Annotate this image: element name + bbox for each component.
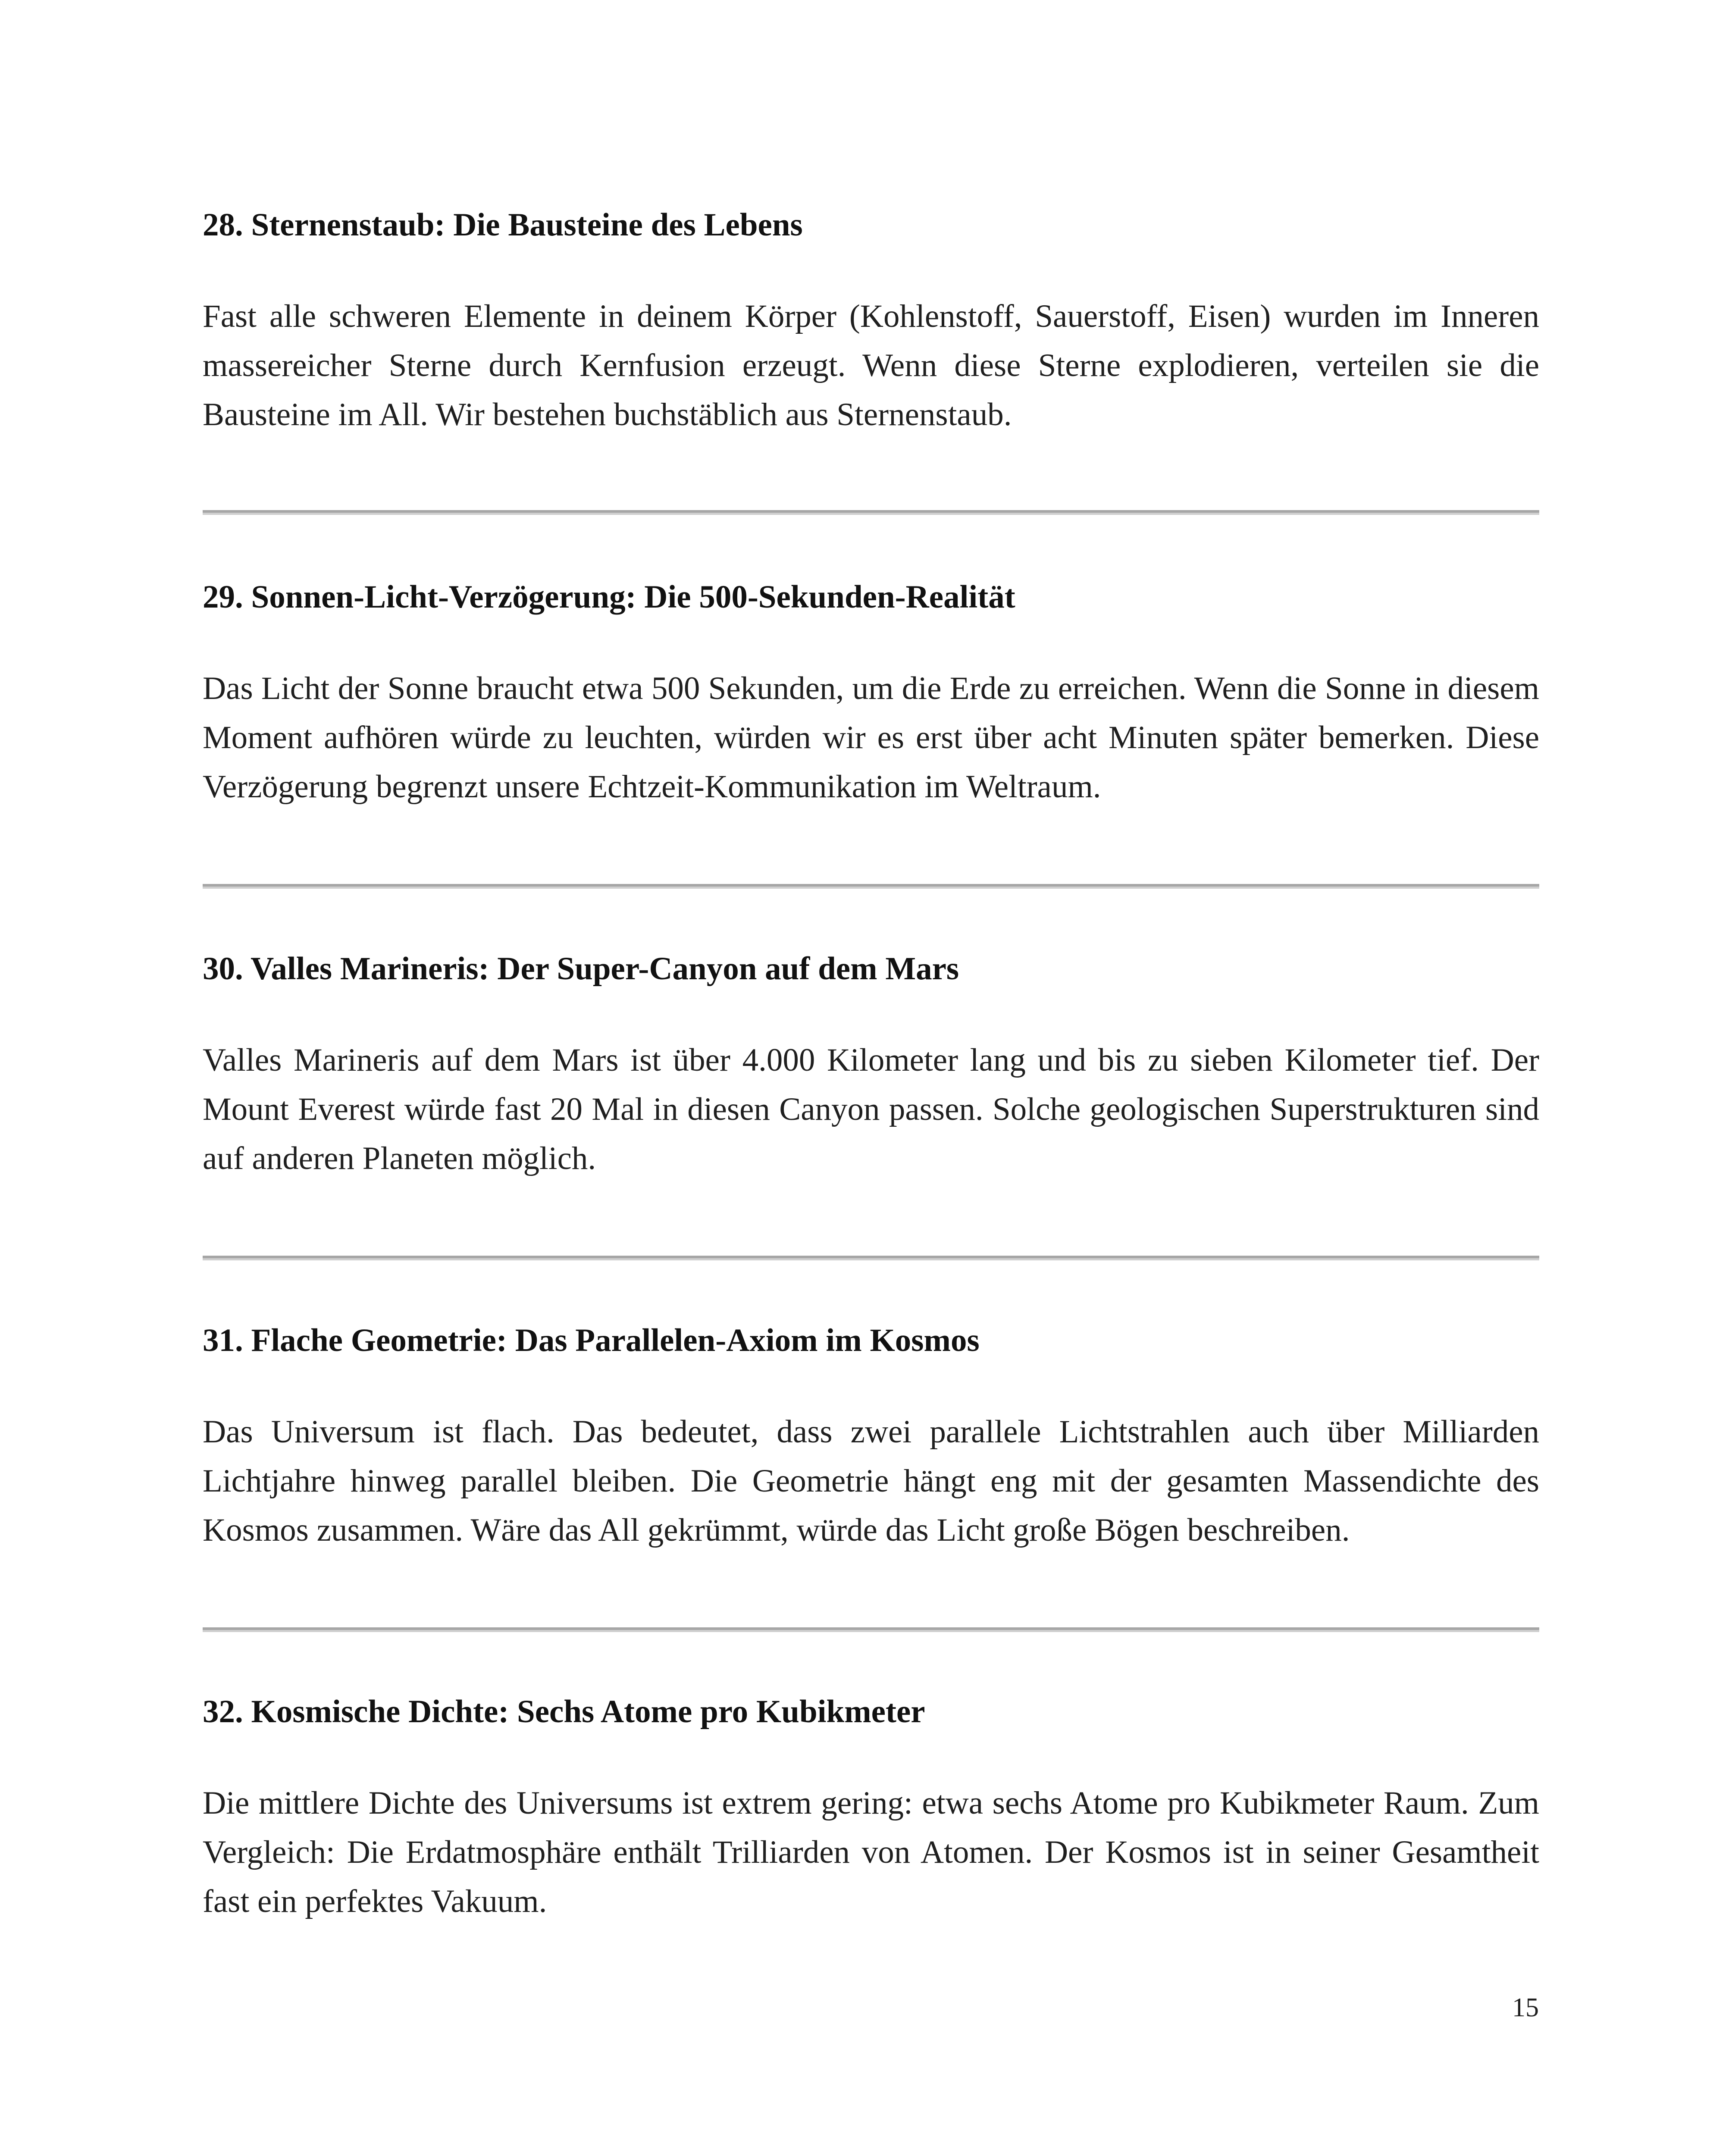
- section-body: Die mittlere Dichte des Universums ist extrem gering: etwa sechs Atome pro Kubikmeter Raum. Zum Vergleich: Die Erdatmosphäre enthält Trilliarden von Atomen. Der Kosmos ist in seiner Gesamtheit fast ein perfektes Vakuum.: [203, 1785, 1539, 1919]
- section-29: [203, 576, 1539, 805]
- section-body: Das Licht der Sonne braucht etwa 500 Sekunden, um die Erde zu erreichen. Wenn die Sonne in diesem Moment aufhören würde zu leuchten, würden wir es erst über acht Minuten später bemerken. Diese Verzögerung begrenzt unsere Echtzeit-Kommunikation im Weltraum.: [203, 671, 1539, 805]
- section-body: Das Universum ist flach. Das bedeutet, dass zwei parallele Lichtstrahlen auch über Milliarden Lichtjahre hinweg parallel bleiben. Die Geometrie hängt eng mit der gesamten Massendichte des Kosmos zusammen. Wäre das All gekrümmt, würde das Licht große Bögen beschreiben.: [203, 1414, 1539, 1548]
- section-body: Valles Marineris auf dem Mars ist über 4.000 Kilometer lang und bis zu sieben Kilometer tief. Der Mount Everest würde fast 20 Mal in diesen Canyon passen. Solche geologischen Superstrukturen sind auf anderen Planeten möglich.: [203, 1042, 1539, 1176]
- section-32: [203, 1690, 1539, 1919]
- section-divider: [203, 1627, 1539, 1632]
- section-divider: [203, 510, 1539, 515]
- section-divider: [203, 884, 1539, 889]
- section-30: [203, 947, 1539, 1176]
- section-divider: [203, 1256, 1539, 1260]
- section-31: [203, 1319, 1539, 1548]
- section-heading: 28. Sternenstaub: Die Bausteine des Lebens: [203, 207, 803, 243]
- page-number: 15: [1512, 1993, 1539, 2022]
- section-body: Fast alle schweren Elemente in deinem Körper (Kohlenstoff, Sauerstoff, Eisen) wurden im Inneren massereicher Sterne durch Kernfusion erzeugt. Wenn diese Sterne explodieren, verteilen sie die Bausteine im All. Wir bestehen buchstäblich aus Sternenstaub.: [203, 298, 1539, 432]
- section-heading: 30. Valles Marineris: Der Super-Canyon auf dem Mars: [203, 951, 959, 987]
- section-heading: 32. Kosmische Dichte: Sechs Atome pro Kubikmeter: [203, 1694, 925, 1730]
- section-heading: 29. Sonnen-Licht-Verzögerung: Die 500-Sekunden-Realität: [203, 579, 1015, 615]
- section-heading: 31. Flache Geometrie: Das Parallelen-Axiom im Kosmos: [203, 1322, 980, 1358]
- section-28: [203, 204, 1539, 432]
